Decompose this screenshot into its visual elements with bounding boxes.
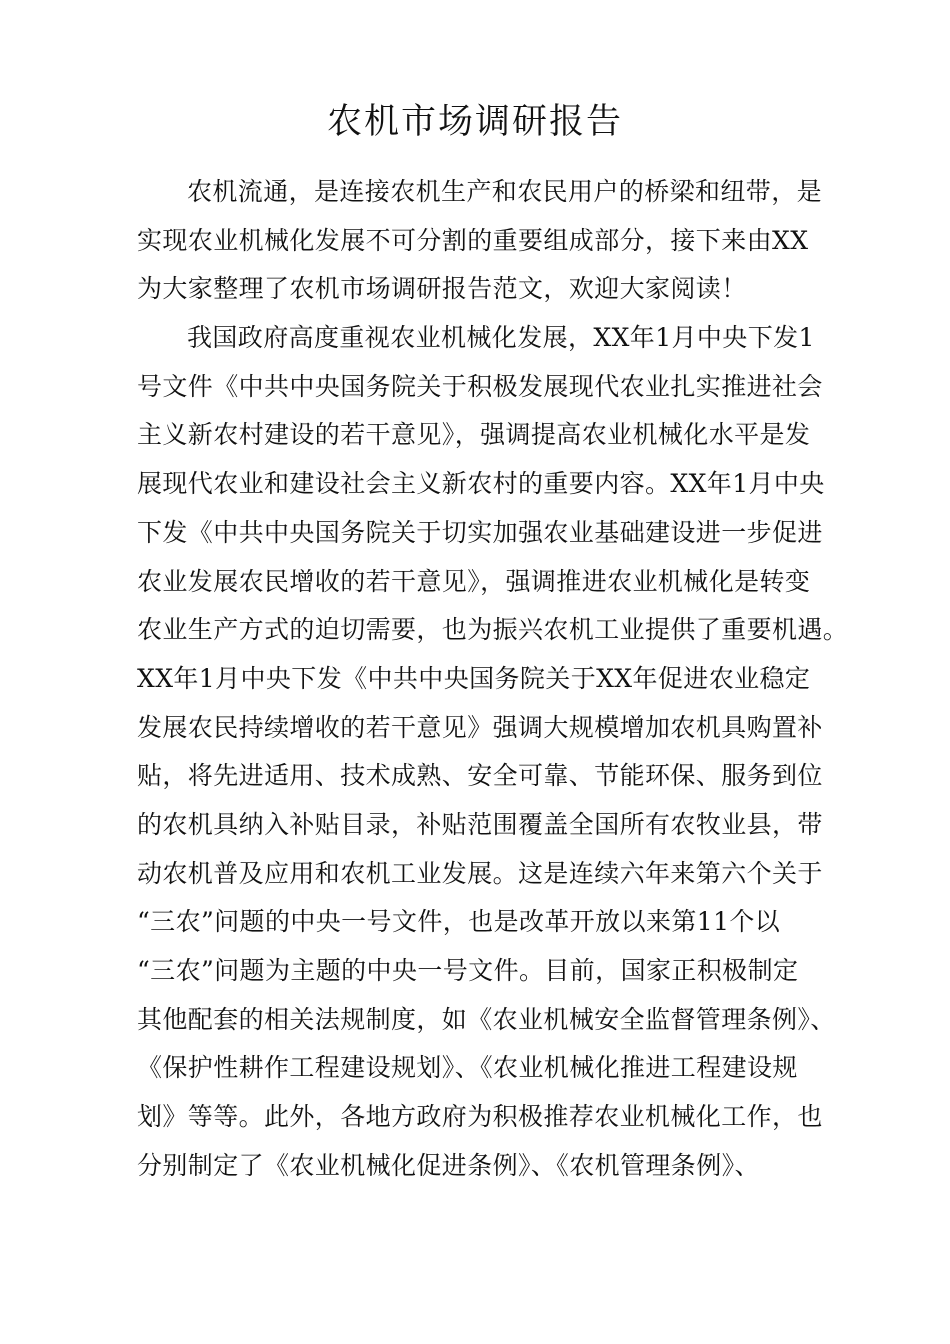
paragraph-2-line-2: 号文件《中共中央国务院关于积极发展现代农业扎实推进社会 xyxy=(137,371,823,401)
paragraph-2-line-13: “三农”问题的中央一号文件，也是改革开放以来第11个以 xyxy=(137,907,781,937)
paragraph-2-line-12: 动农机普及应用和农机工业发展。这是连续六年来第六个关于 xyxy=(137,858,823,888)
paragraph-2-line-14: “三农”问题为主题的中央一号文件。目前，国家正积极制定 xyxy=(137,956,799,985)
paragraph-2-line-18: 分别制定了《农业机械化促进条例》、《农机管理条例》、 xyxy=(137,1150,760,1180)
paragraph-1-line-1: 农机流通，是连接农机生产和农民用户的桥梁和纽带，是 xyxy=(187,177,823,206)
paragraph-1-line-2: 实现农业机械化发展不可分割的重要组成部分，接下来由XX xyxy=(137,225,809,255)
paragraph-2-line-8: XX年1月中央下发《中共中央国务院关于XX年促进农业稳定 xyxy=(137,663,811,693)
document-body xyxy=(137,168,849,1190)
paragraph-2-line-1: 我国政府高度重视农业机械化发展，XX年1月中央下发1 xyxy=(187,323,815,353)
paragraph-2-line-4: 展现代农业和建设社会主义新农村的重要内容。XX年1月中央 xyxy=(137,469,825,499)
paragraph-2-line-15: 其他配套的相关法规制度，如《农业机械安全监督管理条例》、 xyxy=(137,1004,836,1034)
paragraph-2-line-16: 《保护性耕作工程建设规划》、《农业机械化推进工程建设规 xyxy=(137,1053,798,1083)
paragraph-2-line-11: 的农机具纳入补贴目录，补贴范围覆盖全国所有农牧业县，带 xyxy=(137,809,823,839)
document-title: 农机市场调研报告 xyxy=(326,102,623,142)
paragraph-1-line-3: 为大家整理了农机市场调研报告范文，欢迎大家阅读！ xyxy=(137,274,747,304)
paragraph-2-line-9: 发展农民持续增收的若干意见》强调大规模增加农机具购置补 xyxy=(137,712,823,742)
paragraph-2-line-3: 主义新农村建设的若干意见》，强调提高农业机械化水平是发 xyxy=(137,420,811,450)
paragraph-2-line-7: 农业生产方式的迫切需要，也为振兴农机工业提供了重要机遇。 xyxy=(137,615,849,645)
paragraph-2-line-5: 下发《中共中央国务院关于切实加强农业基础建设进一步促进 xyxy=(137,517,823,547)
paragraph-2-line-17: 划》等等。此外，各地方政府为积极推荐农业机械化工作，也 xyxy=(137,1102,823,1132)
paragraph-2-line-10: 贴，将先进适用、技术成熟、安全可靠、节能环保、服务到位 xyxy=(137,761,823,791)
paragraph-2-line-6: 农业发展农民增收的若干意见》，强调推进农业机械化是转变 xyxy=(137,566,811,596)
